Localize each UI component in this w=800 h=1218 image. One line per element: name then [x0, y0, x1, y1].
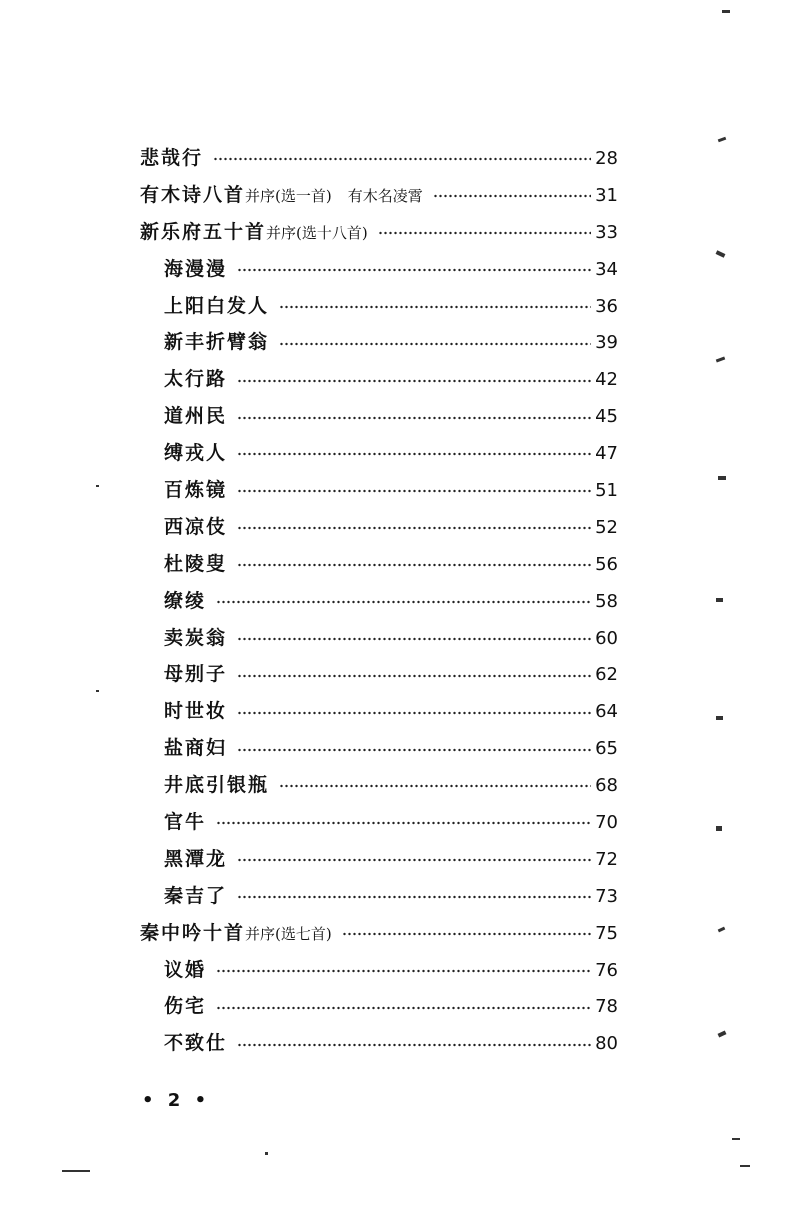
dot-leader: [237, 488, 591, 494]
toc-entry-page: 33: [595, 221, 618, 243]
toc-entry: [140, 804, 618, 841]
toc-entry-title: 官牛: [164, 811, 207, 834]
toc-entry-page: 60: [595, 627, 618, 649]
toc-entry-title: 缚戎人: [164, 442, 228, 465]
dot-leader: [237, 709, 591, 715]
toc-entry-title: 时世妆: [164, 700, 228, 723]
dot-leader: [237, 561, 591, 567]
toc-entry-title: 不致仕: [164, 1032, 228, 1055]
toc-entry-page: 73: [595, 885, 618, 907]
dot-leader: [237, 746, 591, 752]
toc-entry-page: 34: [595, 258, 618, 280]
toc-entry-note: 并序(选一首): [245, 186, 332, 205]
toc-entry-title: 海漫漫: [164, 257, 228, 280]
dot-leader: [237, 525, 591, 531]
dot-leader: [279, 303, 591, 309]
toc-entry: [140, 546, 618, 583]
toc-entry: [140, 398, 618, 435]
dot-leader: [237, 377, 591, 383]
dot-leader: [433, 192, 591, 198]
toc-entry: [140, 509, 618, 546]
toc-entry-title: 秦吉了: [164, 884, 228, 907]
dot-leader: [237, 414, 591, 420]
toc-entry: [140, 251, 618, 288]
toc-entry-title: 新乐府五十首: [140, 220, 267, 243]
toc-entry: [140, 878, 618, 915]
toc-entry: [140, 915, 618, 952]
dot-leader: [216, 820, 591, 826]
toc-entry-title: 百炼镜: [164, 479, 228, 502]
dot-leader: [237, 451, 591, 457]
toc-entry-title: 盐商妇: [164, 737, 228, 760]
toc-entry-title: 卖炭翁: [164, 626, 228, 649]
dot-leader: [213, 156, 591, 162]
toc-entry-page: 47: [595, 443, 618, 465]
toc-entry-page: 52: [595, 516, 618, 538]
toc-entry-page: 31: [595, 184, 618, 206]
toc-entry: [140, 140, 618, 177]
dot-leader: [279, 340, 591, 346]
toc-entry-title: 新丰折臂翁: [164, 331, 270, 354]
toc-entry-page: 58: [595, 590, 618, 612]
toc-entry-page: 36: [595, 295, 618, 317]
dot-leader: [378, 229, 591, 235]
toc-entry-page: 28: [595, 148, 618, 169]
toc-entry: [140, 472, 618, 509]
toc-entry-page: 80: [595, 1033, 618, 1055]
dot-leader: [237, 635, 591, 641]
toc-entry: [140, 620, 618, 657]
dot-leader: [237, 1041, 591, 1047]
dot-leader: [279, 783, 591, 789]
toc-entry-page: 78: [595, 996, 618, 1018]
toc-entry: [140, 767, 618, 804]
toc-entry-note: 并序(选十八首): [266, 223, 368, 242]
toc-entry-page: 56: [595, 553, 618, 575]
toc-entry-title: 杜陵叟: [164, 552, 228, 575]
dot-leader: [237, 672, 591, 678]
toc-entry-title: 道州民: [164, 405, 228, 428]
dot-leader: [216, 1004, 591, 1010]
toc-entry-page: 39: [595, 332, 618, 354]
toc-entry-page: 76: [595, 959, 618, 981]
toc-entry-note: 并序(选七首): [245, 924, 332, 943]
toc-entry-title: 悲哉行: [140, 147, 204, 169]
dot-leader: [216, 967, 591, 973]
toc-entry: [140, 583, 618, 620]
toc-entry: [140, 324, 618, 361]
toc-entry: [140, 214, 618, 251]
toc-entry: [140, 730, 618, 767]
table-of-contents: [140, 140, 618, 1062]
dot-leader: [237, 857, 591, 863]
toc-entry: [140, 1025, 618, 1062]
toc-entry-page: 72: [595, 848, 618, 870]
page-number: • 2 •: [142, 1090, 211, 1111]
toc-entry-page: 68: [595, 775, 618, 797]
toc-entry-page: 51: [595, 480, 618, 502]
toc-entry: [140, 693, 618, 730]
toc-entry: [140, 361, 618, 398]
toc-entry-page: 64: [595, 701, 618, 723]
toc-entry-subtitle: 有木名凌霄: [347, 186, 423, 205]
toc-entry: [140, 841, 618, 878]
toc-entry-title: 黑潭龙: [164, 847, 228, 870]
dot-leader: [342, 930, 591, 936]
toc-entry-title: 秦中吟十首: [140, 921, 246, 944]
toc-entry: [140, 952, 618, 989]
toc-entry: [140, 177, 618, 214]
toc-entry: [140, 656, 618, 693]
dot-leader: [237, 893, 591, 899]
toc-entry-page: 62: [595, 664, 618, 686]
toc-entry-title: 有木诗八首: [140, 183, 246, 206]
toc-entry-page: 75: [595, 922, 618, 944]
toc-entry-title: 西凉伎: [164, 515, 228, 538]
toc-entry-title: 议婚: [164, 958, 207, 981]
dot-leader: [237, 266, 591, 272]
toc-entry-page: 70: [595, 812, 618, 834]
toc-entry-title: 缭绫: [164, 589, 207, 612]
toc-entry: [140, 288, 618, 325]
toc-entry-page: 42: [595, 369, 618, 391]
toc-entry: [140, 988, 618, 1025]
toc-entry-page: 65: [595, 738, 618, 760]
toc-entry-title: 太行路: [164, 368, 228, 391]
toc-entry-page: 45: [595, 406, 618, 428]
toc-entry-title: 母别子: [164, 663, 228, 686]
toc-entry-title: 井底引银瓶: [164, 774, 270, 797]
dot-leader: [216, 598, 591, 604]
toc-entry-title: 伤宅: [164, 995, 207, 1018]
toc-entry-title: 上阳白发人: [164, 294, 270, 317]
toc-entry: [140, 435, 618, 472]
